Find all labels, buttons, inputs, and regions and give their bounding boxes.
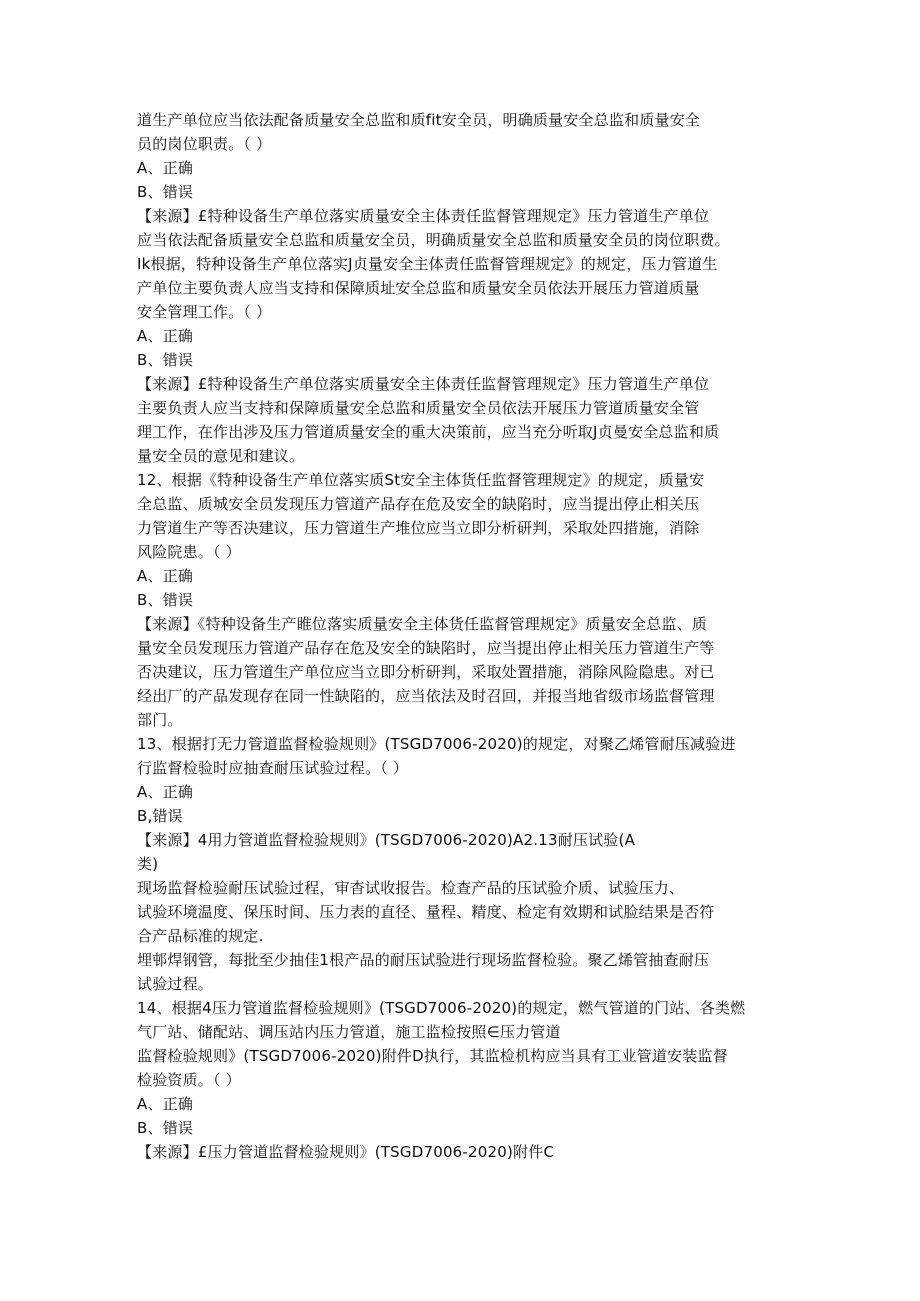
- text-line: B,错误: [137, 807, 183, 825]
- text-line: A、正确: [137, 159, 194, 177]
- text-line: 量安全员的意见和建议。: [137, 447, 305, 465]
- text-line: 应当依法配备质量安全总监和质量安全员，明确质量安全总监和质量安全员的岗位职费。: [137, 231, 730, 249]
- text-line: A、正确: [137, 783, 194, 801]
- text-line: 检验资质。（ ）: [137, 1071, 241, 1089]
- text-line: 现场监督检验耐压试验过程，审杳试收报告。检查产品的压试验介质、试验压力、: [137, 879, 685, 897]
- text-line: 【来源】4用力管道监督检验规则》(TSGD7006-2020)A2.13耐压试验(A: [137, 831, 636, 849]
- text-line: A、正确: [137, 567, 194, 585]
- text-line: 13、根据打无力管道监督检验规则》(TSGD7006-2020)的规定，对聚乙烯管耐压减验进: [137, 735, 736, 753]
- text-line: 力管道生产等否决建议，压力管道生产堆位应当立即分析研判，采取处四措施，消除: [137, 519, 700, 537]
- text-line: 道生产单位应当依法配备质量安全总监和质fit安全员，明确质量安全总监和质量安全: [137, 111, 701, 129]
- text-line: 【来源】£压力管道监督检验规则》(TSGD7006-2020)附件C: [137, 1143, 555, 1161]
- text-line: A、正确: [137, 327, 194, 345]
- text-line: 12、根据《特种设备生产单位落实质St安全主体货任监督管理规定》的规定，质量安: [137, 471, 705, 489]
- text-line: 埋邨焊钢管，每批至少抽佳1根产品的耐压试验进行现场监督检验。聚乙烯管抽查耐压: [137, 951, 710, 969]
- text-line: 【来源】《特种设备生产睢位落实质量安全主体货任监督管理规定》质量安全总监、质: [137, 615, 708, 633]
- text-line: 员的岗位职责。（ ）: [137, 135, 272, 153]
- text-line: 行监督检验时应抽查耐压试验过程。（ ）: [137, 759, 409, 777]
- text-line: 【来源】£特种设备生产单位落实质量安全主体责任监督管理规定》压力管道生产单位: [137, 207, 710, 225]
- text-line: B、错误: [137, 1119, 194, 1137]
- text-line: 否决建议，压力管道生产单位应当立即分析研判，采取处置措施，消除风险隐患。对已: [137, 663, 715, 681]
- text-line: 风险院患。（ ）: [137, 543, 241, 561]
- text-line: 主要负责人应当支持和保障质量安全总监和质量安全员依法开展压力管道质量安全管: [137, 399, 700, 417]
- text-line: 监督检验规则》(TSGD7006-2020)附件D执行，其监检机构应当具有工业管道安装监督: [137, 1047, 728, 1065]
- text-line: 量安全员发现压力管道产品存在危及安全的缺陷时，应当提出停止相关压力管道生产等: [137, 639, 715, 657]
- text-line: 14、根据4压力管道监督检验规则》(TSGD7006-2020)的规定，燃气管道的门站、各类燃: [137, 999, 746, 1017]
- text-line: 气厂站、储配站、调压站内压力管道，施工监检按照∈压力管道: [137, 1023, 561, 1041]
- text-line: 试验过程。: [137, 975, 214, 993]
- text-line: 试验环境温度、保压时间、压力表的直径、量程、精度、检定有效期和试脸结果是否符: [137, 903, 715, 921]
- text-line: 类): [137, 855, 159, 873]
- text-line: B、错误: [137, 351, 194, 369]
- text-line: B、错误: [137, 591, 194, 609]
- text-line: 安全管理工作。（ ）: [137, 303, 272, 321]
- text-line: Ik根据，特种设备生产单位落实J贞量安全主体责任监督管理规定》的规定，压力管道生: [137, 255, 718, 273]
- text-line: 理工作，在作出涉及压力管道质量安全的重大决策前，应当充分听取J贞曼安全总监和质: [137, 423, 720, 441]
- text-line: 全总监、质城安全员发现压力管道产品存在危及安全的缺陷时，应当提出停止相关压: [137, 495, 700, 513]
- text-line: 【来源】£特种设备生产单位落实质量安全主体责任监督管理规定》压力管道生产单位: [137, 375, 710, 393]
- text-line: 产单位主要负责人应当支持和保障质址安全总监和质量安全员依法开展压力管道质量: [137, 279, 700, 297]
- text-line: 部门。: [137, 711, 183, 729]
- text-line: A、正确: [137, 1095, 194, 1113]
- text-line: 经出厂的产品发现存在同一性缺陷的，应当依法及时召回，并报当地省级市场监督管理: [137, 687, 715, 705]
- text-line: B、错误: [137, 183, 194, 201]
- text-line: 合产品标准的规定.: [137, 927, 264, 945]
